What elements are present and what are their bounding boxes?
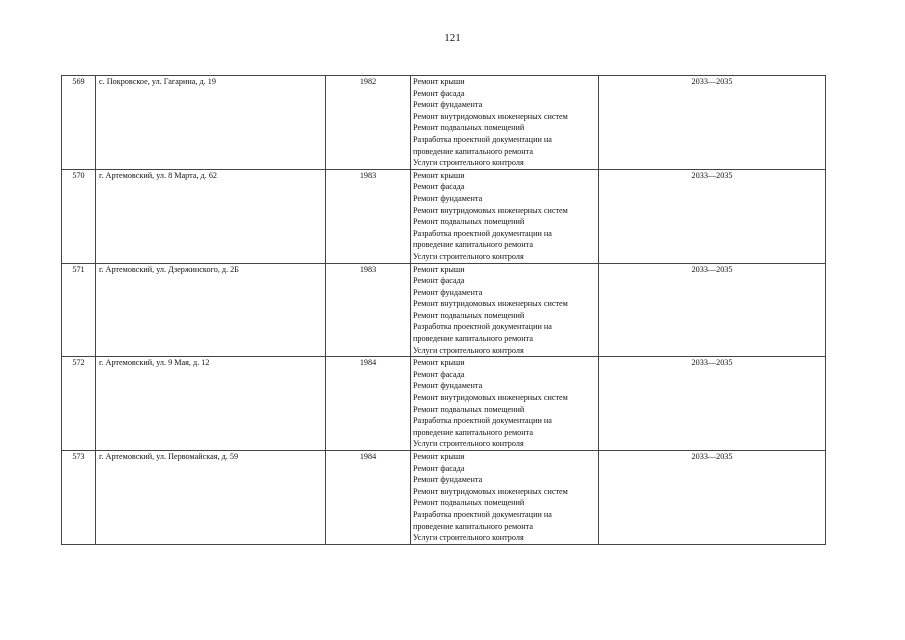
work-item: Ремонт внутридомовых инженерных систем [413,393,568,403]
work-item: Услуги строительного контроля [413,158,524,168]
period-cell: 2033—2035 [599,451,826,545]
year-cell: 1983 [326,263,411,357]
work-item: Разработка проектной документации на [413,509,552,519]
work-item: Ремонт крыши [413,170,465,180]
work-item: Ремонт подвальных помещений [413,217,525,227]
work-item: Разработка проектной документации на [413,134,552,144]
table-row [62,451,826,545]
work-item: Ремонт фасада [413,369,465,379]
table-row [62,76,826,170]
work-item: Услуги строительного контроля [413,533,524,543]
period-cell: 2033—2035 [599,76,826,170]
work-item: Ремонт крыши [413,77,465,86]
work-item: Разработка проектной документации на [413,416,552,426]
work-item: Разработка проектной документации на [413,322,552,332]
work-item: Ремонт фасада [413,463,465,473]
work-item: проведение капитального ремонта [413,427,533,437]
row-number: 571 [62,263,96,357]
work-item: Ремонт фундамента [413,475,483,485]
work-item: Ремонт фундамента [413,287,483,297]
work-item: проведение капитального ремонта [413,521,533,531]
work-item: Ремонт подвальных помещений [413,404,525,414]
work-item: Ремонт фундамента [413,193,483,203]
work-item: Ремонт крыши [413,264,465,274]
works-cell [411,263,599,357]
work-item: Ремонт фасада [413,182,465,192]
works-cell [411,357,599,451]
work-item: Ремонт фасада [413,276,465,286]
address-cell: г. Артемовский, ул. 8 Марта, д. 62 [96,169,326,263]
period-cell: 2033—2035 [599,263,826,357]
work-item: Ремонт внутридомовых инженерных систем [413,486,568,496]
work-item: Услуги строительного контроля [413,439,524,449]
work-item: Ремонт фасада [413,88,465,98]
work-item: Услуги строительного контроля [413,345,524,355]
row-number: 569 [62,76,96,170]
year-cell: 1984 [326,357,411,451]
work-item: Ремонт подвальных помещений [413,310,525,320]
work-item: проведение капитального ремонта [413,240,533,250]
row-number: 573 [62,451,96,545]
works-cell [411,451,599,545]
work-item: Ремонт внутридомовых инженерных систем [413,299,568,309]
work-item: проведение капитального ремонта [413,334,533,344]
work-item: Ремонт фундамента [413,381,483,391]
table-row [62,357,826,451]
work-item: Ремонт крыши [413,358,465,368]
work-item: Ремонт внутридомовых инженерных систем [413,205,568,215]
works-cell [411,169,599,263]
period-cell: 2033—2035 [599,357,826,451]
row-number: 570 [62,169,96,263]
work-item: Ремонт фундамента [413,100,483,110]
work-item: проведение капитального ремонта [413,146,533,156]
work-item: Ремонт крыши [413,452,465,461]
year-cell: 1984 [326,451,411,545]
period-cell: 2033—2035 [599,169,826,263]
work-item: Услуги строительного контроля [413,251,524,261]
address-cell: г. Артемовский, ул. 9 Мая, д. 12 [96,357,326,451]
address-cell: г. Артемовский, ул. Дзержинского, д. 2Б [96,263,326,357]
repair-schedule-table [61,75,826,545]
work-item: Ремонт подвальных помещений [413,498,525,508]
year-cell: 1982 [326,76,411,170]
address-cell: с. Покровское, ул. Гагарина, д. 19 [96,76,326,170]
page-number: 121 [444,32,461,44]
address-cell: г. Артемовский, ул. Первомайская, д. 59 [96,451,326,545]
year-cell: 1983 [326,169,411,263]
table-row [62,263,826,357]
row-number: 572 [62,357,96,451]
work-item: Ремонт подвальных помещений [413,123,525,133]
work-item: Ремонт внутридомовых инженерных систем [413,111,568,121]
table-row [62,169,826,263]
works-cell [411,76,599,170]
work-item: Разработка проектной документации на [413,228,552,238]
